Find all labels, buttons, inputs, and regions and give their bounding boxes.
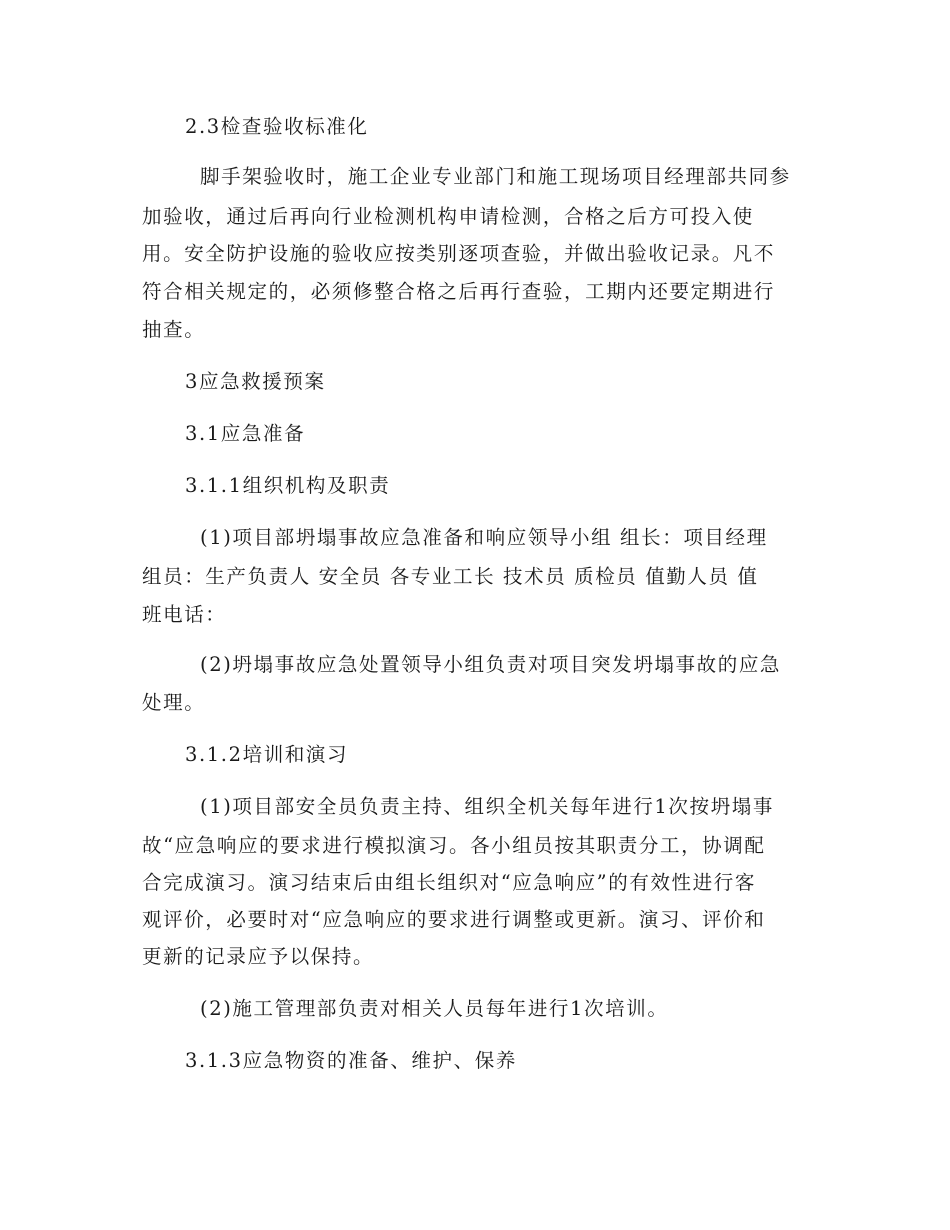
paragraph-line: 故“应急响应的要求进行模拟演习。各小组员按其职责分工，协调配 (142, 834, 766, 857)
section-heading-3: 3应急救援预案 (185, 370, 326, 393)
paragraph-line: (2)施工管理部负责对相关人员每年进行1次培训。 (200, 997, 669, 1020)
paragraph-line: (1)项目部安全员负责主持、组织全机关每年进行1次按坍塌事 (200, 795, 774, 818)
paragraph-line: 符合相关规定的，必须修整合格之后再行查验，工期内还要定期进行 (142, 280, 776, 303)
paragraph-line: (2)坍塌事故应急处置领导小组负责对项目突发坍塌事故的应急 (200, 653, 782, 676)
paragraph-line: 班电话： (142, 603, 227, 626)
paragraph-line: 合完成演习。演习结束后由组长组织对“应急响应”的有效性进行客 (142, 871, 756, 894)
section-heading-2-3: 2.3检查验收标准化 (185, 115, 369, 138)
section-heading-3-1-2: 3.1.2培训和演习 (185, 743, 349, 766)
paragraph-line: 组员：生产负责人 安全员 各专业工长 技术员 质检员 值勤人员 值 (142, 565, 759, 588)
paragraph-line: (1)项目部坍塌事故应急准备和响应领导小组 组长：项目经理 (200, 526, 768, 549)
paragraph-line: 处理。 (142, 691, 206, 714)
paragraph-line: 观评价，必要时对“应急响应的要求进行调整或更新。演习、评价和 (142, 908, 766, 931)
paragraph-line: 脚手架验收时，施工企业专业部门和施工现场项目经理部共同参 (200, 165, 791, 188)
section-heading-3-1: 3.1应急准备 (185, 422, 306, 445)
paragraph-line: 更新的记录应予以保持。 (142, 945, 375, 968)
section-heading-3-1-1: 3.1.1组织机构及职责 (185, 474, 391, 497)
paragraph-line: 用。安全防护设施的验收应按类别逐项查验，并做出验收记录。凡不 (142, 242, 776, 265)
paragraph-line: 抽查。 (142, 318, 206, 341)
section-heading-3-1-3: 3.1.3应急物资的准备、维护、保养 (185, 1049, 517, 1072)
paragraph-line: 加验收，通过后再向行业检测机构申请检测，合格之后方可投入使 (142, 205, 754, 228)
